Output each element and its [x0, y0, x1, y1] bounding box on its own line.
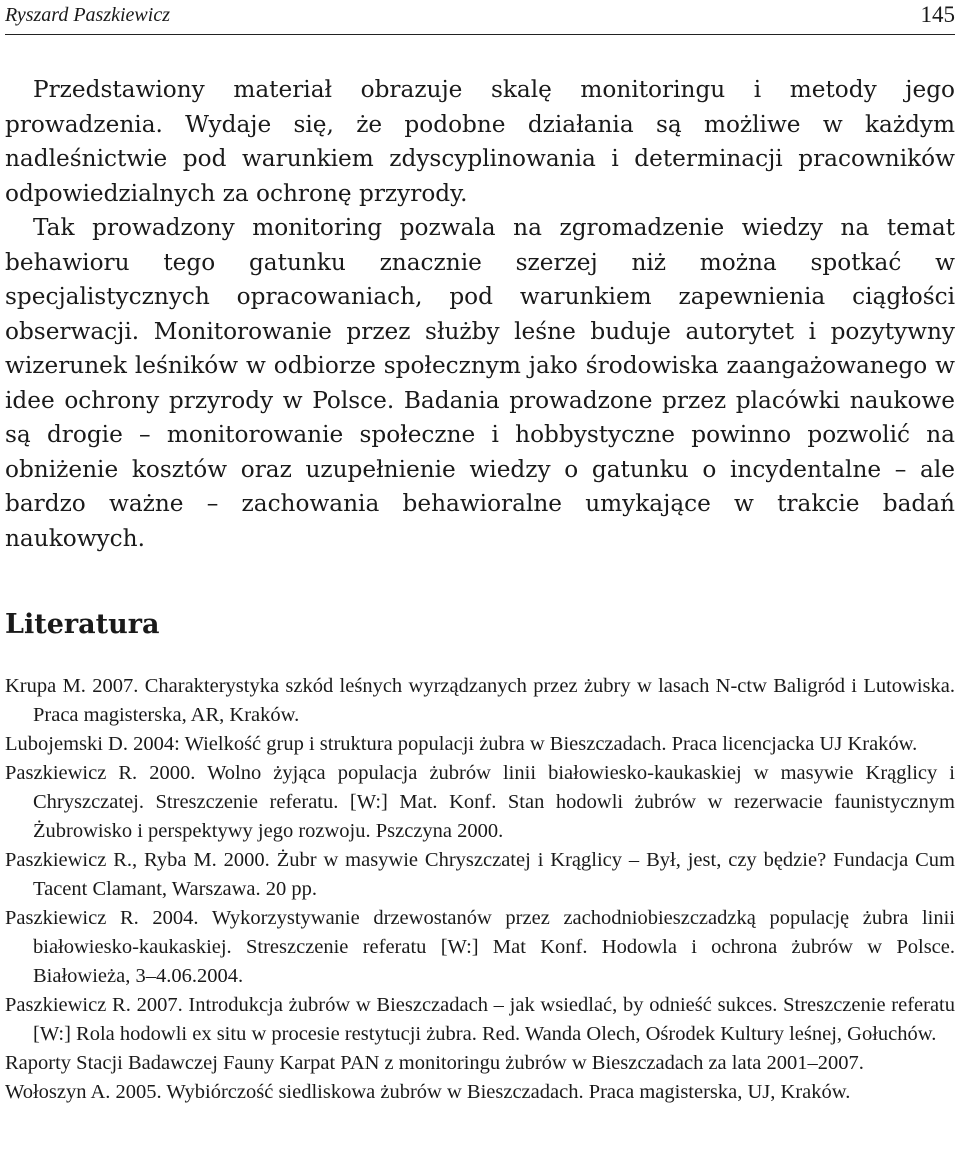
- reference-item: Paszkiewicz R., Ryba M. 2000. Żubr w masywie Chryszczatej i Krąglicy – Był, jest, czy będzie? Fundacja Cum Tacent Clamant, Warszawa. 20 pp.: [5, 849, 955, 900]
- reference-item: Paszkiewicz R. 2007. Introdukcja żubrów w Bieszczadach – jak wsiedlać, by odnieść sukces. Streszczenie referatu [W:] Rola hodowli ex situ w procesie restytucji żubra. Red. Wanda Olech, Ośrodek Kultury leśnej, Gołuchów.: [5, 994, 955, 1045]
- body-text: [5, 73, 955, 556]
- paragraph: Przedstawiony materiał obrazuje skalę monitoringu i metody jego prowadzenia. Wydaje się, że podobne działania są możliwe w każdym nadleśnictwie pod warunkiem zdyscyplinowania i determinacji pracowników odpowiedzialnych za ochronę przyrody.: [5, 76, 955, 207]
- running-header: [5, 0, 955, 35]
- page: [5, 0, 955, 1107]
- reference-list: [5, 672, 955, 1107]
- reference-item: Wołoszyn A. 2005. Wybiórczość siedliskowa żubrów w Bieszczadach. Praca magisterska, UJ, Kraków.: [5, 1081, 851, 1103]
- section-heading: Literatura: [5, 609, 160, 640]
- paragraph: Tak prowadzony monitoring pozwala na zgromadzenie wiedzy na temat behawioru tego gatunku znacznie szerzej niż można spotkać w specjalistycznych opracowaniach, pod warunkiem zapewnienia ciągłości obserwacji. Monitorowanie przez służby leśne buduje autorytet i pozytywny wizerunek leśników w odbiorze społecznym jako środowiska zaangażowanego w idee ochrony przyrody w Polsce. Badania prowadzone przez placówki naukowe są drogie – monitorowanie społeczne i hobbystyczne powinno pozwolić na obniżenie kosztów oraz uzupełnienie wiedzy o gatunku o incydentalne – ale bardzo ważne – zachowania behawioralne umykające w trakcie badań naukowych.: [5, 214, 955, 552]
- reference-item: Lubojemski D. 2004: Wielkość grup i struktura populacji żubra w Bieszczadach. Praca licencjacka UJ Kraków.: [5, 733, 918, 755]
- reference-item: Raporty Stacji Badawczej Fauny Karpat PAN z monitoringu żubrów w Bieszczadach za lata 2001–2007.: [5, 1052, 864, 1074]
- reference-item: Paszkiewicz R. 2004. Wykorzystywanie drzewostanów przez zachodniobieszczadzką populację żubra linii białowiesko-kaukaskiej. Streszczenie referatu [W:] Mat Konf. Hodowla i ochrona żubrów w Polsce. Białowieża, 3–4.06.2004.: [5, 907, 955, 987]
- reference-item: Paszkiewicz R. 2000. Wolno żyjąca populacja żubrów linii białowiesko-kaukaskiej w masywie Krąglicy i Chryszczatej. Streszczenie referatu. [W:] Mat. Konf. Stan hodowli żubrów w rezerwacie faunistycznym Żubrowisko i perspektywy jego rozwoju. Pszczyna 2000.: [5, 762, 955, 842]
- reference-item: Krupa M. 2007. Charakterystyka szkód leśnych wyrządzanych przez żubry w lasach N-ctw Baligród i Lutowiska. Praca magisterska, AR, Kraków.: [5, 675, 955, 726]
- running-head-author: Ryszard Paszkiewicz: [5, 4, 170, 26]
- page-number: 145: [920, 2, 955, 27]
